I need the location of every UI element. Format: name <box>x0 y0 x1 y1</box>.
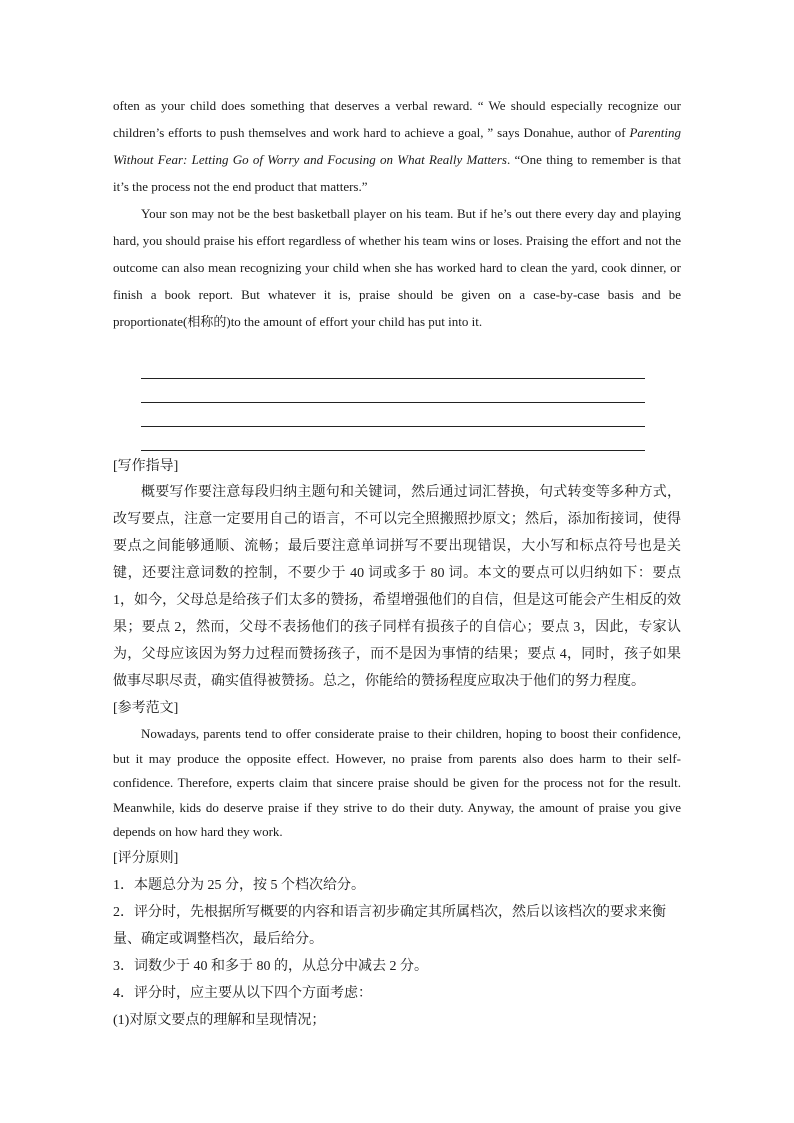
scoring-heading: [评分原则] <box>113 850 179 866</box>
answer-line <box>141 379 645 403</box>
writing-guide-heading: [写作指导] <box>113 459 179 474</box>
scoring-item: 4．评分时，应主要从以下四个方面考虑： <box>113 985 372 1001</box>
scoring-item: 1．本题总分为 25 分，按 5 个档次给分。 <box>113 877 365 893</box>
passage-paragraph-2: Your son may not be the best basketball player on his team. But if he’s out there every day and playing hard, you should praise his effort regardless of whether his team wins or loses. Praising the effort and not the outcome can also mean recognizing your child when she has worked hard to clean the yard, cook dinner, or finish a book report. But whatever it is, praise should be given on a case-by-case basis and be proportionate(相称的)to the amount of effort your child has put into it. <box>113 206 681 329</box>
answer-lines <box>141 361 645 451</box>
writing-guide-text: 概要写作要注意每段归纳主题句和关键词，然后通过词汇替换，句式转变等多种方式，改写要点，注意一定要用自己的语言，不可以完全照搬照抄原文；然后，添加衔接词，使得要点之间能够通顺、流畅；最后要注意单词拼写不要出现错误，大小写和标点符号也是关键，还要注意词数的控制，不要少于 40 词或多于 80 词。本文的要点可以归纳如下：要点 1，如今，父母总是给孩子们太多的赞扬，希望增强他们的自信，但是这可能会产生相反的效果；要点 2，然而，父母不表扬他们的孩子同样有损孩子的自信心；要点 3，因此，专家认为，父母应该因为努力过程而赞扬孩子，而不是因为事情的结果；要点 4，同时，孩子如果做事尽职尽责，确实值得被赞扬。总之，你能给的赞扬程度应取决于他们的努力程度。 <box>113 485 681 689</box>
answer-line <box>141 427 645 451</box>
passage-paragraph-1-text-end: . “One thing to remember is that it’s the process not the end product that matters.” <box>113 152 681 194</box>
scoring-item: 3．词数少于 40 和多于 80 的，从总分中减去 2 分。 <box>113 958 428 974</box>
passage-paragraph-1-text: often as your child does something that deserves a verbal reward. “ We should especially recognize our children’s efforts to push themselves and work hard to achieve a goal, ” says Donahue, author of <box>113 98 681 140</box>
passage-paragraph-1 <box>113 92 681 200</box>
document-page <box>113 92 681 1034</box>
sample-essay-heading: [参考范文] <box>113 701 179 716</box>
sample-essay-text: Nowadays, parents tend to offer considerate praise to their children, hoping to boost their confidence, but it may produce the opposite effect. However, no praise from parents also does harm to their self-confidence. Therefore, experts claim that sincere praise should be given for the process not for the result. Meanwhile, kids do deserve praise if they strive to do their duty. Anyway, the amount of praise you give depends on how hard they work. <box>113 726 681 839</box>
scoring-item: (1)对原文要点的理解和呈现情况； <box>113 1012 326 1028</box>
answer-line <box>141 403 645 427</box>
book-title: Parenting Without Fear: Letting Go of Worry and Focusing on What Really Matters <box>113 125 681 167</box>
scoring-item: 2．评分时，先根据所写概要的内容和语言初步确定其所属档次，然后以该档次的要求来衡量、确定或调整档次，最后给分。 <box>113 904 666 947</box>
answer-line <box>141 361 645 379</box>
